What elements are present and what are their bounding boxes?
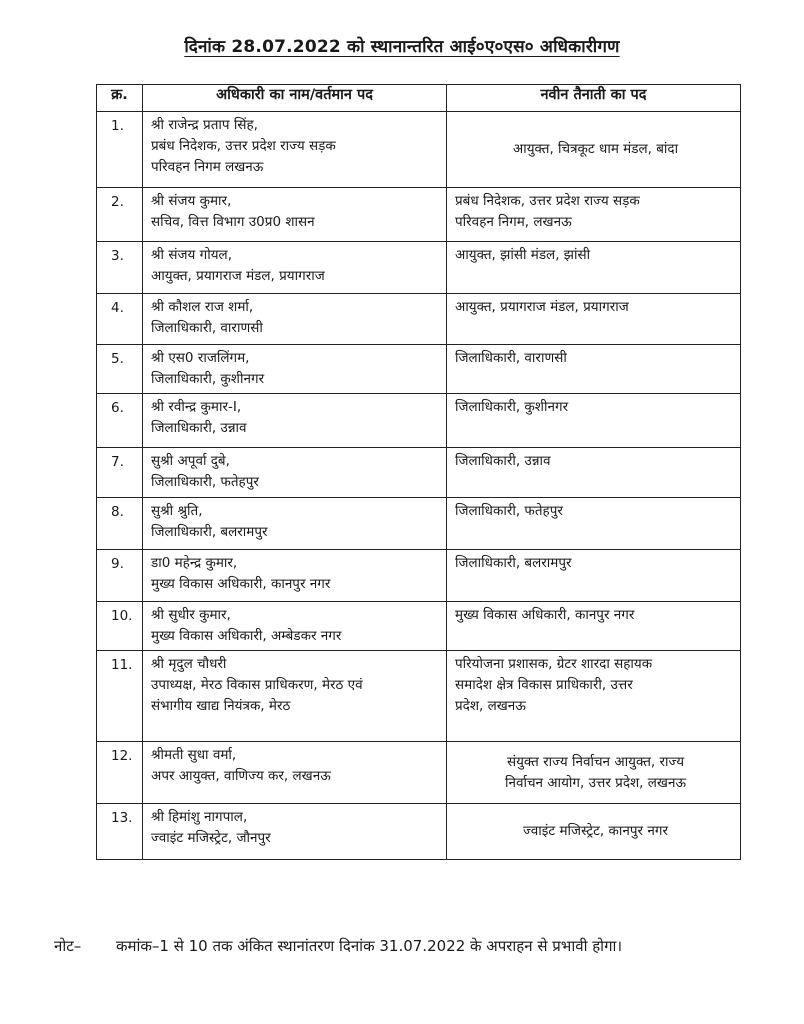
- new-post-line: प्रदेश, लखनऊ: [455, 698, 526, 714]
- new-post-cell: [447, 651, 741, 742]
- new-post-line: ज्वाइंट मजिस्ट्रेट, कानपुर नगर: [523, 823, 668, 839]
- serial-number: 12.: [97, 742, 143, 804]
- new-post-cell: [447, 188, 741, 242]
- new-post-cell: [447, 112, 741, 188]
- new-post-line: जिलाधिकारी, उन्नाव: [455, 453, 551, 469]
- officer-name: सुश्री अपूर्वा दुबे,: [151, 453, 230, 469]
- table-row: [97, 651, 741, 742]
- table-row: [97, 112, 741, 188]
- current-post-line: सचिव, वित्त विभाग उ0प्र0 शासन: [151, 214, 315, 230]
- current-post-cell: [143, 112, 447, 188]
- new-post-cell: [447, 242, 741, 294]
- new-post-cell: [447, 394, 741, 448]
- officer-name: श्री मृदुल चौधरी: [151, 656, 227, 672]
- current-post-line: जिलाधिकारी, बलरामपुर: [151, 524, 268, 540]
- current-post-line: आयुक्त, प्रयागराज मंडल, प्रयागराज: [151, 268, 325, 284]
- officer-name: श्री रवीन्द्र कुमार-I,: [151, 399, 242, 415]
- officer-name: श्री कौशल राज शर्मा,: [151, 299, 254, 315]
- table-row: [97, 804, 741, 860]
- table-row: [97, 448, 741, 498]
- officer-name: श्री संजय कुमार,: [151, 193, 232, 209]
- serial-number: 1.: [97, 112, 143, 188]
- serial-number: 9.: [97, 550, 143, 602]
- serial-number: 6.: [97, 394, 143, 448]
- note-label: नोट–: [54, 937, 82, 955]
- current-post-line: परिवहन निगम लखनऊ: [151, 159, 264, 175]
- current-post-cell: [143, 550, 447, 602]
- table-row: [97, 188, 741, 242]
- new-post-line: निर्वाचन आयोग, उत्तर प्रदेश, लखनऊ: [504, 774, 687, 791]
- header-current-post: अधिकारी का नाम/वर्तमान पद: [143, 85, 447, 112]
- new-post-cell: [447, 550, 741, 602]
- officer-name: सुश्री श्रुति,: [151, 503, 203, 519]
- serial-number: 5.: [97, 345, 143, 394]
- current-post-line: प्रबंध निदेशक, उत्तर प्रदेश राज्य सड़क: [151, 138, 336, 154]
- new-post-line: आयुक्त, चित्रकूट धाम मंडल, बांदा: [512, 141, 679, 157]
- document-title: दिनांक 28.07.2022 को स्थानान्तरित आई०ए०एस० अधिकारीगण: [184, 37, 620, 57]
- current-post-line: जिलाधिकारी, कुशीनगर: [151, 371, 265, 387]
- table-row: [97, 394, 741, 448]
- current-post-cell: [143, 804, 447, 860]
- serial-number: 13.: [97, 804, 143, 860]
- officer-name: श्री एस0 राजलिंगम,: [151, 350, 250, 366]
- current-post-line: जिलाधिकारी, फतेहपुर: [151, 474, 259, 490]
- serial-number: 3.: [97, 242, 143, 294]
- table-row: [97, 498, 741, 550]
- new-post-line: परिवहन निगम, लखनऊ: [455, 214, 572, 230]
- current-post-cell: [143, 394, 447, 448]
- table-row: [97, 242, 741, 294]
- new-post-cell: [447, 345, 741, 394]
- current-post-cell: [143, 498, 447, 550]
- header-new-post: नवीन तैनाती का पद: [447, 85, 741, 112]
- transfer-table: [96, 84, 741, 860]
- note: [54, 932, 754, 960]
- new-post-line: जिलाधिकारी, फतेहपुर: [455, 503, 563, 519]
- new-post-cell: [447, 742, 741, 804]
- new-post-line: जिलाधिकारी, वाराणसी: [455, 350, 567, 366]
- new-post-line: मुख्य विकास अधिकारी, कानपुर नगर: [455, 607, 635, 623]
- new-post-line: जिलाधिकारी, बलरामपुर: [455, 555, 572, 571]
- officer-name: श्री राजेन्द्र प्रताप सिंह,: [151, 117, 258, 133]
- new-post-cell: [447, 294, 741, 345]
- serial-number: 2.: [97, 188, 143, 242]
- new-post-line: संयुक्त राज्य निर्वाचन आयुक्त, राज्य: [506, 753, 685, 770]
- new-post-line: आयुक्त, झांसी मंडल, झांसी: [455, 247, 591, 263]
- new-post-line: परियोजना प्रशासक, ग्रेटर शारदा सहायक: [455, 656, 653, 672]
- current-post-line: अपर आयुक्त, वाणिज्य कर, लखनऊ: [151, 768, 331, 784]
- table-row: [97, 345, 741, 394]
- officer-name: डा0 महेन्द्र कुमार,: [151, 555, 238, 571]
- new-post-line: समादेश क्षेत्र विकास प्राधिकारी, उत्तर: [455, 677, 633, 693]
- serial-number: 4.: [97, 294, 143, 345]
- current-post-line: उपाध्यक्ष, मेरठ विकास प्राधिकरण, मेरठ एवं: [151, 677, 363, 693]
- table-body: [97, 112, 741, 860]
- officer-name: श्रीमती सुधा वर्मा,: [151, 747, 237, 763]
- current-post-line: मुख्य विकास अधिकारी, अम्बेडकर नगर: [151, 628, 342, 644]
- serial-number: 8.: [97, 498, 143, 550]
- current-post-cell: [143, 188, 447, 242]
- table-row: [97, 602, 741, 651]
- table-row: [97, 550, 741, 602]
- current-post-cell: [143, 602, 447, 651]
- new-post-cell: [447, 804, 741, 860]
- new-post-cell: [447, 448, 741, 498]
- current-post-line: जिलाधिकारी, वाराणसी: [151, 320, 263, 336]
- officer-name: श्री सुधीर कुमार,: [151, 607, 231, 623]
- new-post-line: आयुक्त, प्रयागराज मंडल, प्रयागराज: [455, 299, 629, 315]
- current-post-line: संभागीय खाद्य नियंत्रक, मेरठ: [151, 698, 291, 714]
- officer-name: श्री संजय गोयल,: [151, 247, 232, 263]
- current-post-cell: [143, 448, 447, 498]
- serial-number: 10.: [97, 602, 143, 651]
- header-serial: क्र.: [97, 85, 143, 112]
- new-post-line: प्रबंध निदेशक, उत्तर प्रदेश राज्य सड़क: [455, 193, 640, 209]
- new-post-line: जिलाधिकारी, कुशीनगर: [455, 399, 569, 415]
- current-post-cell: [143, 742, 447, 804]
- serial-number: 7.: [97, 448, 143, 498]
- table-row: [97, 294, 741, 345]
- table-row: [97, 742, 741, 804]
- current-post-cell: [143, 242, 447, 294]
- current-post-cell: [143, 651, 447, 742]
- table-header-row: [97, 85, 741, 112]
- current-post-line: मुख्य विकास अधिकारी, कानपुर नगर: [151, 576, 331, 592]
- current-post-line: जिलाधिकारी, उन्नाव: [151, 420, 247, 436]
- note-text: कमांक–1 से 10 तक अंकित स्थानांतरण दिनांक 31.07.2022 के अपराहन से प्रभावी होगा।: [116, 937, 623, 955]
- officer-name: श्री हिमांशु नागपाल,: [151, 809, 248, 825]
- current-post-line: ज्वाइंट मजिस्ट्रेट, जौनपुर: [151, 830, 271, 846]
- current-post-cell: [143, 294, 447, 345]
- serial-number: 11.: [97, 651, 143, 742]
- new-post-cell: [447, 602, 741, 651]
- new-post-cell: [447, 498, 741, 550]
- current-post-cell: [143, 345, 447, 394]
